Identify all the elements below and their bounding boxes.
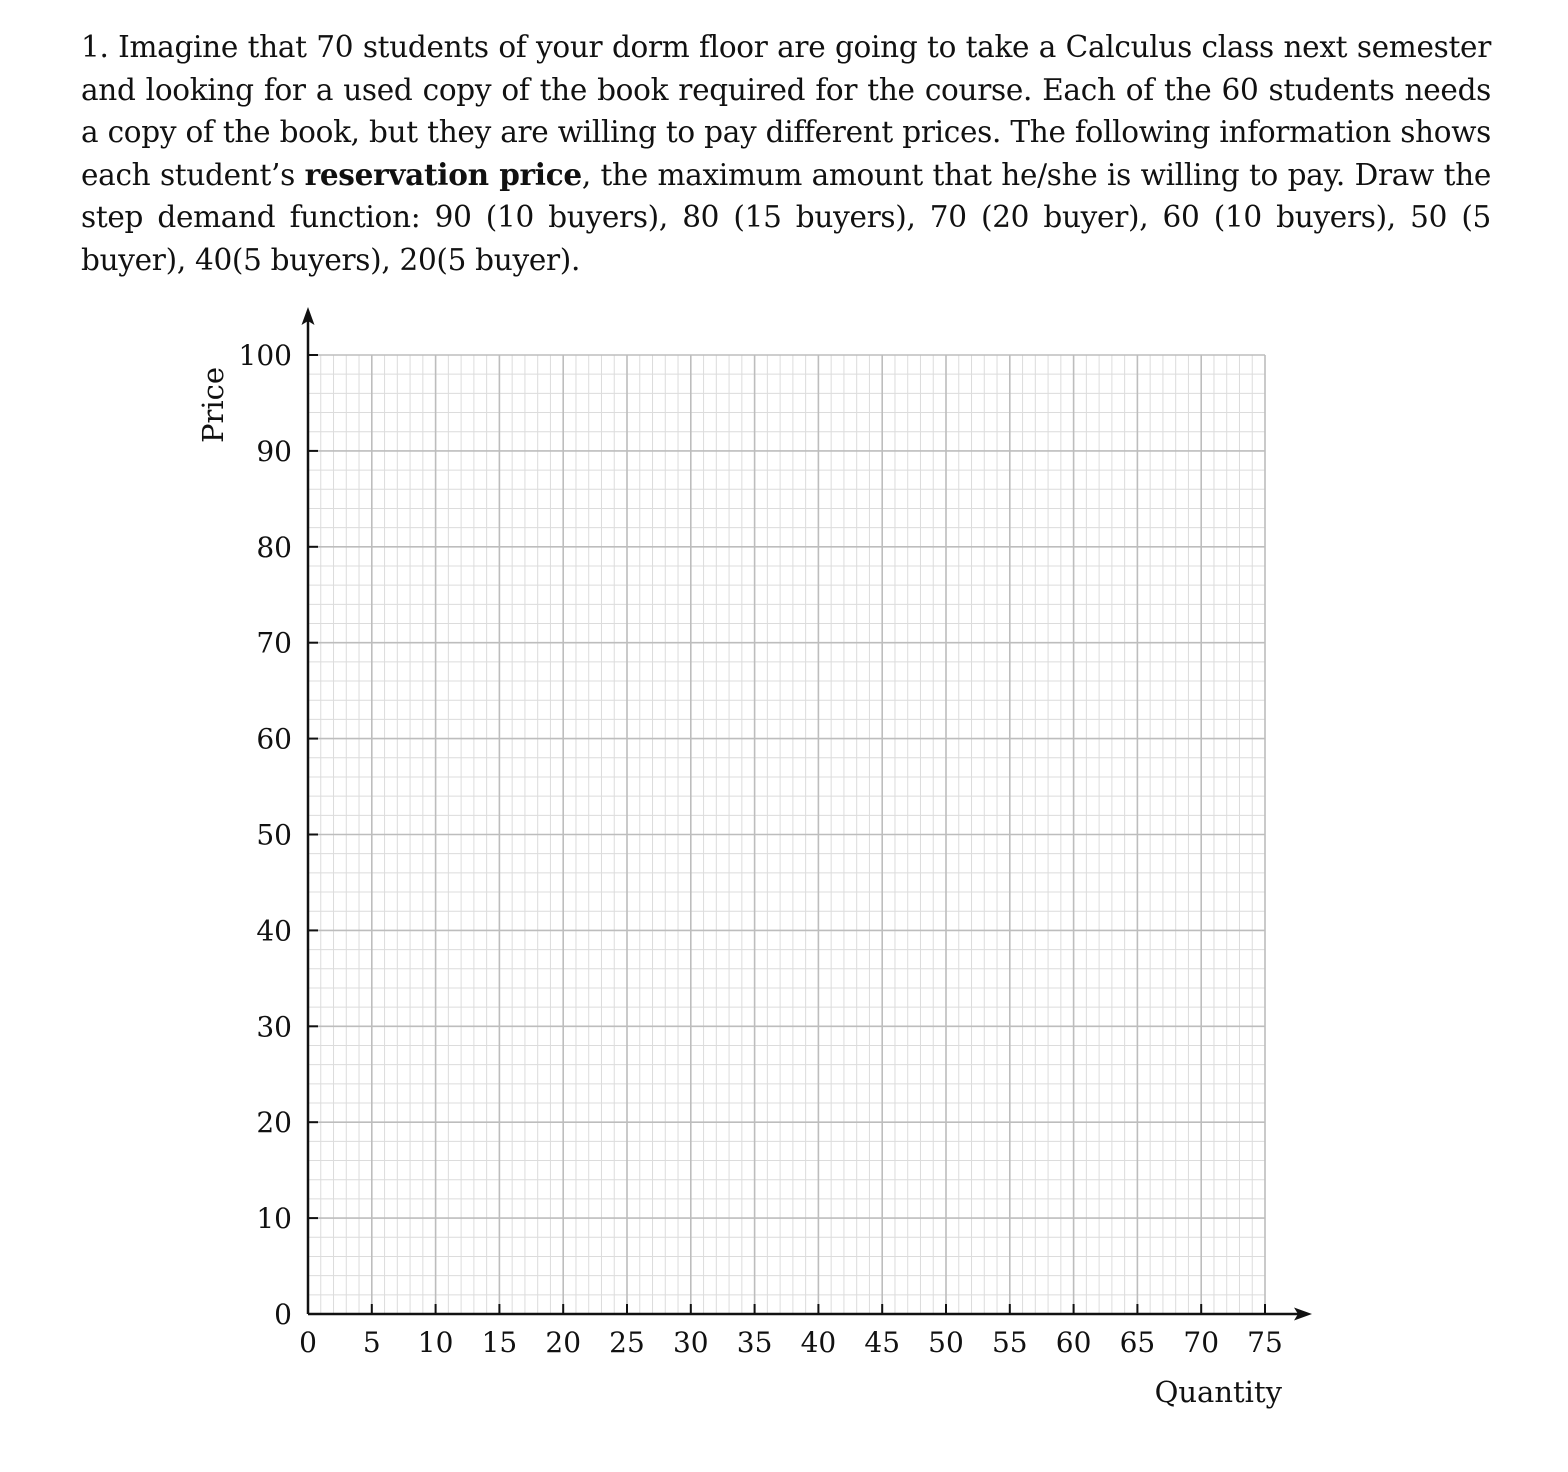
y-tick-label: 60 [256, 722, 292, 756]
x-tick-label: 35 [736, 1326, 773, 1359]
tick-labels [239, 339, 1283, 1359]
y-axis-label: Price [196, 366, 230, 444]
x-tick-label: 25 [609, 1326, 645, 1359]
x-tick-label: 50 [928, 1326, 964, 1359]
problem-number: 1. [81, 30, 109, 64]
y-tick-label: 50 [256, 818, 292, 852]
y-tick-label: 20 [256, 1106, 292, 1140]
y-tick-label: 70 [256, 626, 292, 660]
axes [302, 307, 1313, 1321]
x-tick-label: 15 [481, 1326, 518, 1359]
x-tick-label: 75 [1247, 1326, 1283, 1359]
y-tick-label: 90 [256, 434, 292, 468]
x-tick-label: 40 [800, 1326, 837, 1359]
x-tick-label: 5 [362, 1326, 381, 1359]
x-tick-label: 65 [1119, 1326, 1156, 1359]
x-tick-label: 20 [545, 1326, 582, 1359]
x-tick-label: 10 [417, 1326, 454, 1359]
x-tick-label: 45 [864, 1326, 901, 1359]
x-tick-label: 55 [991, 1326, 1028, 1359]
y-tick-label: 100 [238, 339, 292, 372]
x-axis-label: Quantity [1154, 1375, 1282, 1409]
problem-text-instructions: , the maximum amount that he/she is willing to pay. Draw the step demand function: 90 (10 buyers), 80 (15 buyers), 70 (20 buyer), 60 (10 buyers), 50 (5 buyer), 40(5 buyers), 20(5 buyer). [81, 157, 1491, 277]
y-tick-label: 0 [274, 1298, 292, 1331]
reservation-price-term: reservation price [304, 156, 582, 192]
y-tick-label: 10 [256, 1202, 292, 1236]
y-tick-label: 80 [256, 530, 292, 564]
grid-major-lines [308, 355, 1265, 1314]
y-tick-label: 40 [256, 914, 292, 948]
x-tick-label: 70 [1183, 1326, 1220, 1359]
y-tick-label: 30 [256, 1010, 292, 1044]
problem-text-intro: Imagine that 70 students of your dorm floor are going to take a Calculus class next semester and looking for a used copy of the book required for the course. Each of the 60 students needs a copy of the book, but they are willing to pay different prices. The following information shows each student’s [81, 30, 1491, 192]
x-tick-label: 30 [672, 1326, 709, 1359]
x-tick-label: 0 [299, 1326, 317, 1359]
x-tick-label: 60 [1055, 1326, 1092, 1359]
